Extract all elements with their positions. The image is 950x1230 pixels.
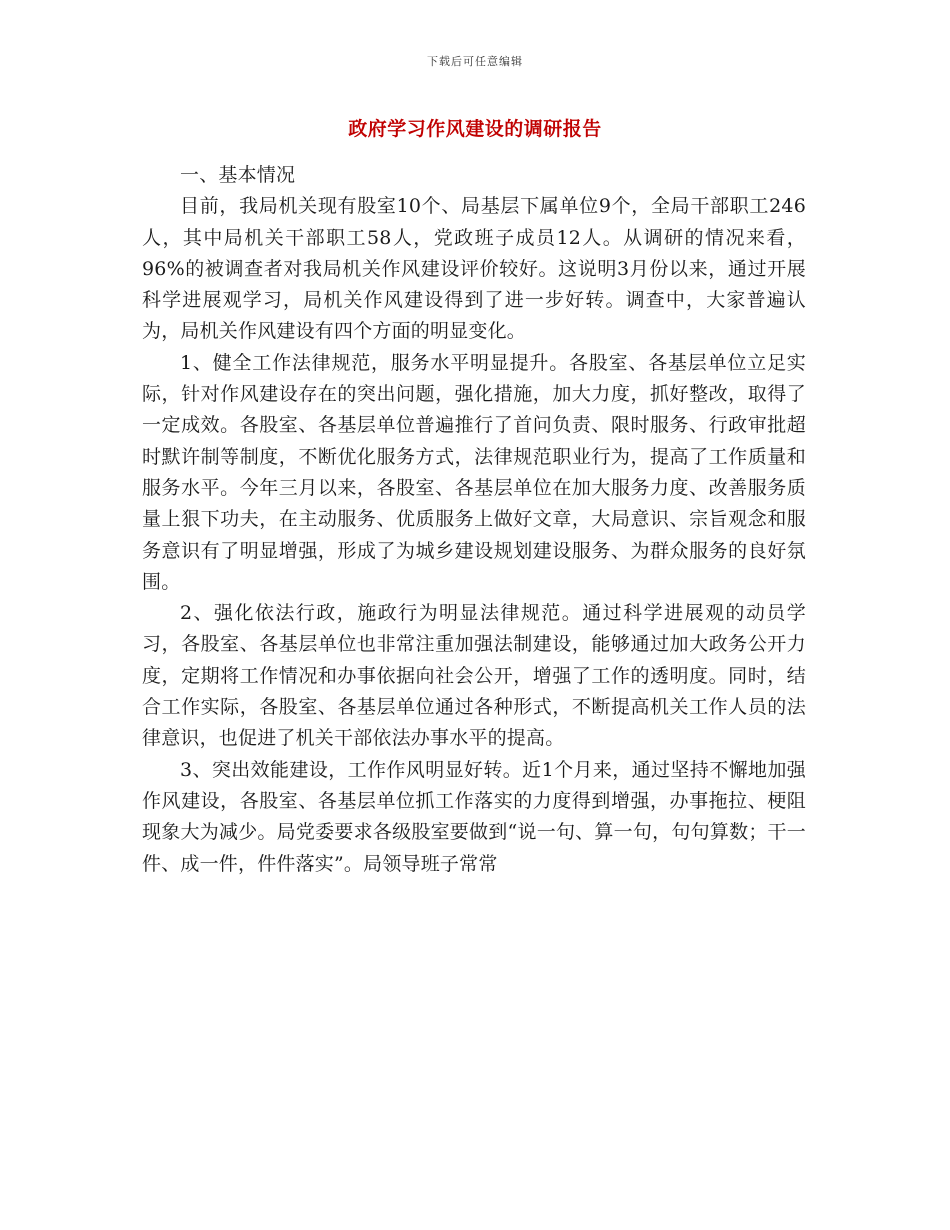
header-note: 下载后可任意编辑 <box>427 55 523 68</box>
document-title: 政府学习作风建设的调研报告 <box>348 118 602 140</box>
document-body <box>142 160 806 880</box>
paragraph-point-2: 2、强化依法行政，施政行为明显法律规范。通过科学进展观的动员学习，各股室、各基层单位也非常注重加强法制建设，能够通过加大政务公开力度，定期将工作情况和办事依据向社会公开，增强了工作的透明度。同时，结合工作实际，各股室、各基层单位通过各种形式，不断提高机关工作人员的法律意识，也促进了机关干部依法办事水平的提高。 <box>142 602 806 750</box>
section-heading: 一、基本情况 <box>180 164 296 186</box>
paragraph-point-3: 3、突出效能建设，工作作风明显好转。近1个月来，通过坚持不懈地加强作风建设，各股室、各基层单位抓工作落实的力度得到增强，办事拖拉、梗阻现象大为减少。局党委要求各级股室要做到“说一句、算一句，句句算数；干一件、成一件，件件落实”。局领导班子常常 <box>142 758 806 875</box>
paragraph-overview: 目前，我局机关现有股室10个、局基层下属单位9个，全局干部职工246人，其中局机关干部职工58人，党政班子成员12人。从调研的情况来看，96%的被调查者对我局机关作风建设评价较好。这说明3月份以来，通过开展科学进展观学习，局机关作风建设得到了进一步好转。调查中，大家普遍认为，局机关作风建设有四个方面的明显变化。 <box>142 195 806 343</box>
paragraph-point-1: 1、健全工作法律规范，服务水平明显提升。各股室、各基层单位立足实际，针对作风建设存在的突出问题，强化措施，加大力度，抓好整改，取得了一定成效。各股室、各基层单位普遍推行了首问负责、限时服务、行政审批超时默许制等制度，不断优化服务方式，法律规范职业行为，提高了工作质量和服务水平。今年三月以来，各股室、各基层单位在加大服务力度、改善服务质量上狠下功夫，在主动服务、优质服务上做好文章，大局意识、宗旨观念和服务意识有了明显增强，形成了为城乡建设规划建设服务、为群众服务的良好氛围。 <box>142 351 806 593</box>
